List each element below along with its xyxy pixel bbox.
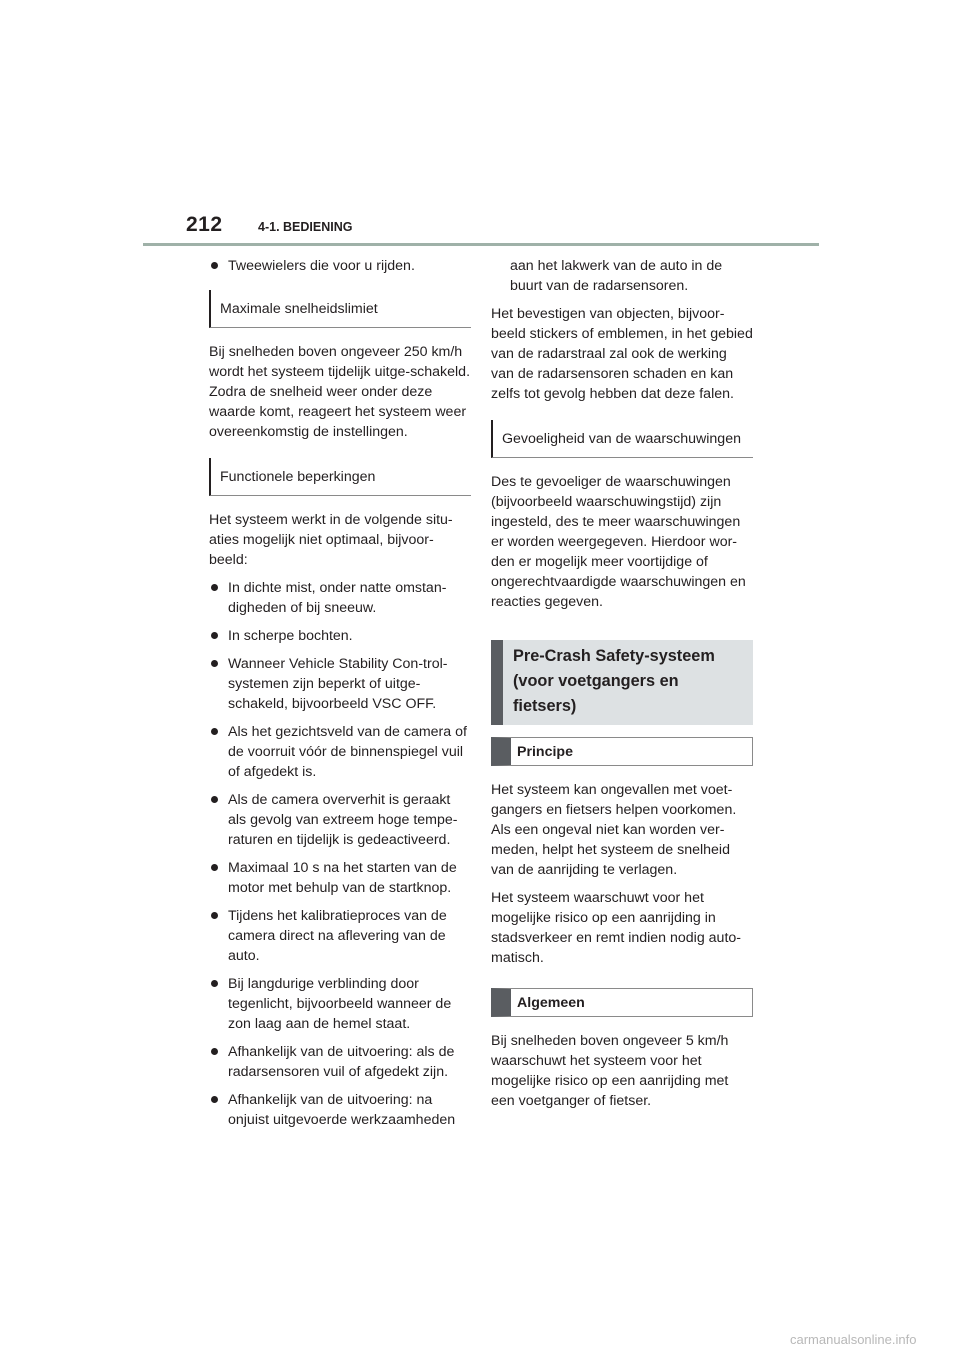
paragraph: Het bevestigen van objecten, bijvoor-beeld stickers of emblemen, in het gebied van de radarstraal zal ook de werking van de radarsensoren schaden en kan zelfs tot gevolg hebben dat deze falen. (491, 306, 753, 402)
list-item: In scherpe bochten. (209, 626, 471, 646)
left-column (209, 256, 471, 1138)
subheading-principle: Principe (491, 737, 753, 766)
list-item: Tijdens het kalibratieproces van de camera direct na aflevering van de auto. (209, 906, 471, 966)
list-item: Tweewielers die voor u rijden. (209, 256, 471, 276)
paragraph: Het systeem kan ongevallen met voet-gangers en fietsers helpen voorkomen. Als een ongeval niet kan worden ver-meden, helpt het systeem de snelheid van de aanrijding te verlagen. (491, 782, 737, 878)
list-item: Als de camera oververhit is geraakt als gevolg van extreem hoge tempe-raturen en tijdelijk is gedeactiveerd. (209, 790, 471, 850)
subheading-sensitivity: Gevoeligheid van de waarschuwingen (491, 420, 753, 458)
paragraph: Het systeem werkt in de volgende situ-aties mogelijk niet optimaal, bijvoor-beeld: (209, 512, 453, 568)
section-label: 4-1. BEDIENING (258, 220, 353, 234)
subheading-speed-limit: Maximale snelheidslimiet (209, 290, 471, 328)
list-item-continuation: aan het lakwerk van de auto in de buurt van de radarsensoren. (510, 258, 723, 294)
page-header (0, 0, 960, 250)
paragraph: Bij snelheden boven ongeveer 250 km/h wordt het systeem tijdelijk uitge-schakeld. Zodra de snelheid weer onder deze waarde komt, reageert het systeem weer overeenkomstig de instellingen. (209, 344, 471, 440)
list-item: Als het gezichtsveld van de camera of de voorruit vóór de binnenspiegel vuil of afgedekt is. (209, 722, 471, 782)
list-item: Afhankelijk van de uitvoering: als de radarsensoren vuil of afgedekt zijn. (209, 1042, 471, 1082)
page-number: 212 (186, 213, 223, 236)
list-item: Wanneer Vehicle Stability Con-trol-systemen zijn beperkt of uitge-schakeld, bijvoorbeeld VSC OFF. (209, 654, 471, 714)
paragraph: Des te gevoeliger de waarschuwingen (bijvoorbeeld waarschuwingstijd) zijn ingesteld, des te meer waarschuwingen er worden weergegeven. Hierdoor wor-den er mogelijk meer voortijdige of ongerechtvaardigde waarschuwingen en reacties gegeven. (491, 474, 746, 610)
subheading-general: Algemeen (491, 988, 753, 1017)
list-item: Maximaal 10 s na het starten van de motor met behulp van de startknop. (209, 858, 471, 898)
paragraph: Het systeem waarschuwt voor het mogelijke risico op een aanrijding in stadsverkeer en remt indien nodig auto-matisch. (491, 890, 741, 966)
subheading-limitations: Functionele beperkingen (209, 458, 471, 496)
header-divider (143, 243, 819, 246)
right-column (491, 256, 753, 1119)
section-title: Pre-Crash Safety-systeem (voor voetgangers en fietsers) (491, 640, 753, 725)
list-item: Afhankelijk van de uitvoering: na onjuist uitgevoerde werkzaamheden (209, 1090, 471, 1130)
list-item: In dichte mist, onder natte omstan-digheden of bij sneeuw. (209, 578, 471, 618)
list-item: Bij langdurige verblinding door tegenlicht, bijvoorbeeld wanneer de zon laag aan de hemel staat. (209, 974, 471, 1034)
watermark: carmanualsonline.info (790, 1332, 917, 1347)
paragraph: Bij snelheden boven ongeveer 5 km/h waarschuwt het systeem voor het mogelijke risico op een aanrijding met een voetganger of fietser. (491, 1033, 729, 1109)
